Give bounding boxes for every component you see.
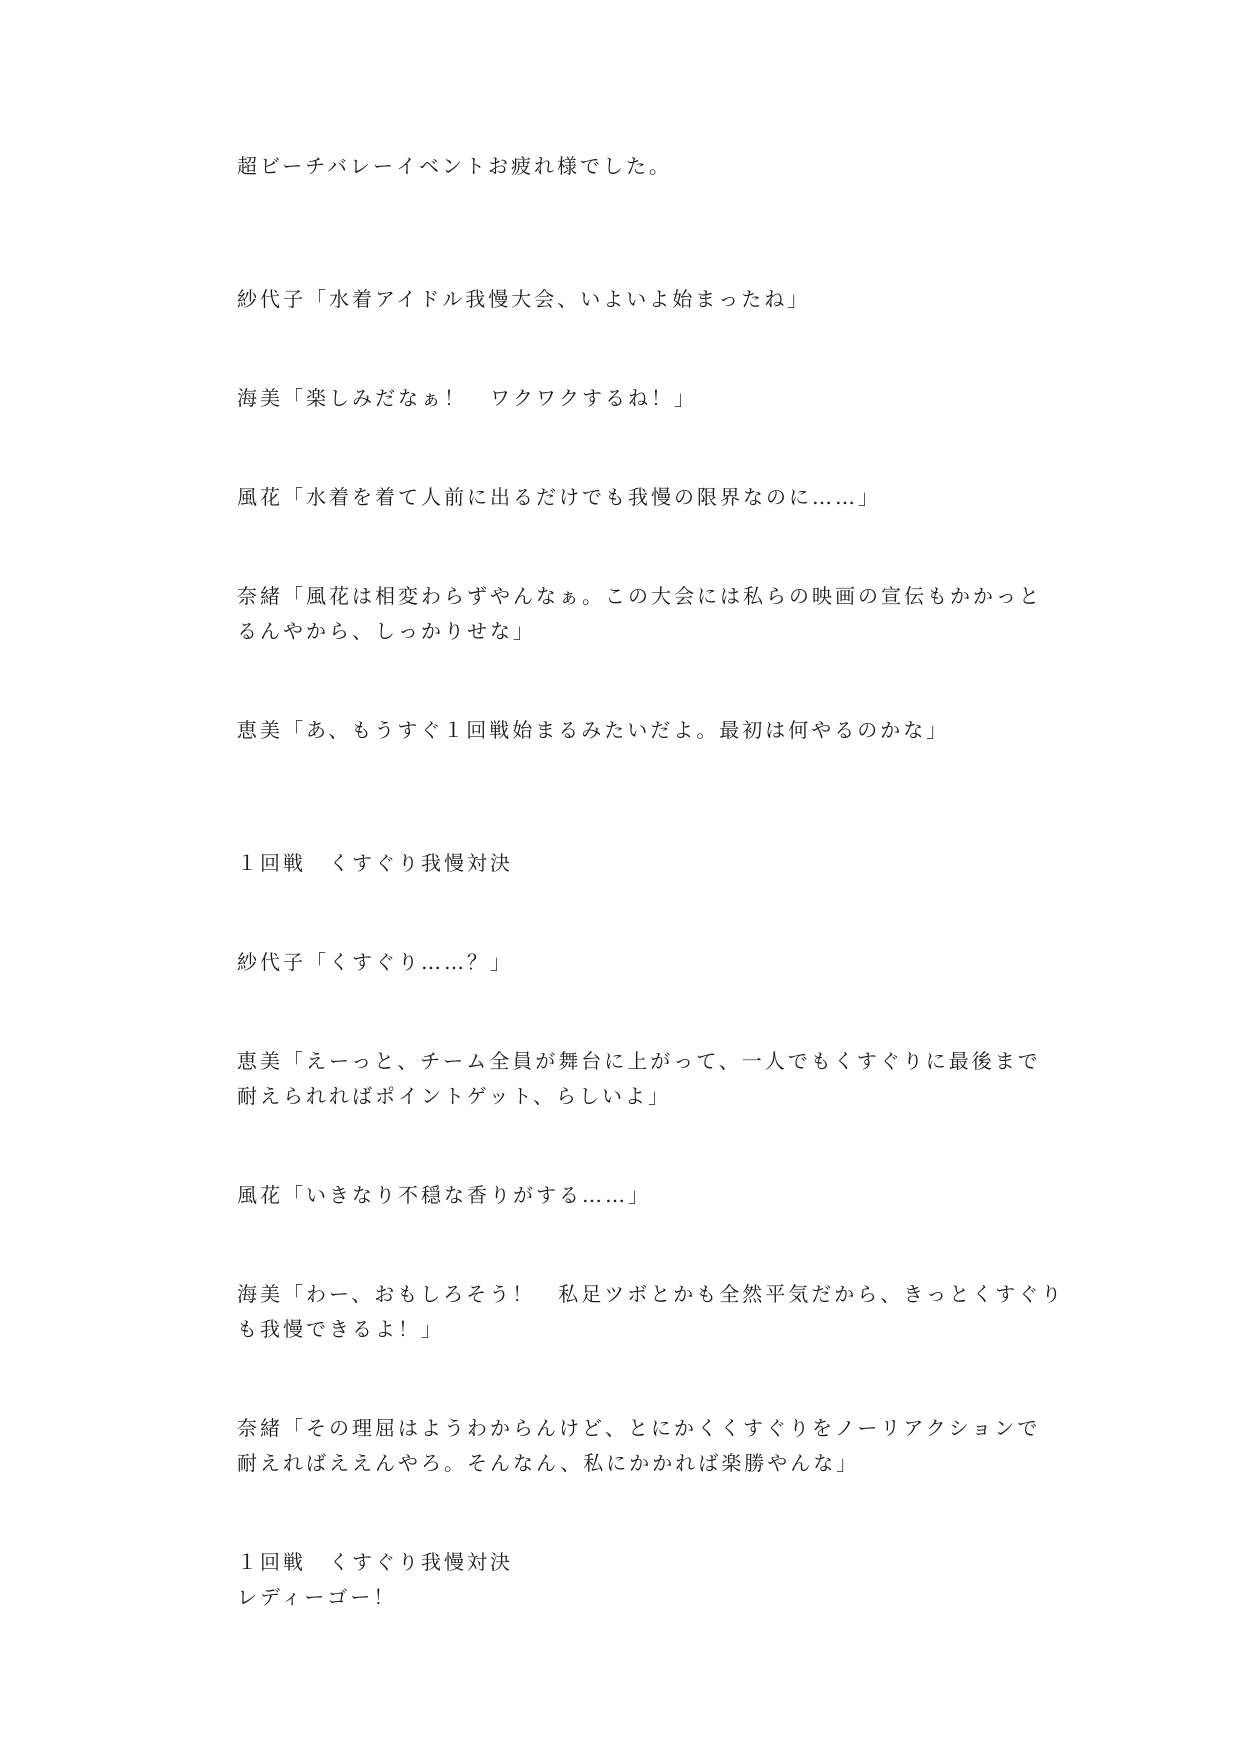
text-line: 風花「水着を着て人前に出るだけでも我慢の限界なのに……」 <box>237 485 881 509</box>
section-heading: １回戦 くすぐり我慢対決 <box>237 851 513 875</box>
text-line: 耐えればええんやろ。そんなん、私にかかれば楽勝やんな」 <box>237 1451 860 1475</box>
text-line: るんやから、しっかりせな」 <box>237 619 536 643</box>
text-line: 超ビーチバレーイベントお疲れ様でした。 <box>237 154 672 178</box>
text-line: 恵美「あ、もうすぐ１回戦始まるみたいだよ。最初は何やるのかな」 <box>237 718 950 742</box>
text-line: も我慢できるよ！」 <box>237 1317 444 1341</box>
text-line: 奈緒「その理屈はようわからんけど、とにかくくすぐりをノーリアクションで <box>237 1416 1041 1440</box>
text-line: 紗代子「くすぐり……？」 <box>237 950 513 974</box>
text-line: 海美「わー、おもしろそう！ 私足ツボとかも全然平気だから、きっとくすぐり <box>237 1282 1065 1306</box>
text-line: 紗代子「水着アイドル我慢大会、いよいよ始まったね」 <box>237 287 811 311</box>
section-heading: １回戦 くすぐり我慢対決 <box>237 1550 513 1574</box>
text-line: 耐えられればポイントゲット、らしいよ」 <box>237 1084 671 1108</box>
text-line: 海美「楽しみだなぁ！ ワクワクするね！」 <box>237 386 697 410</box>
text-line: レディーゴー！ <box>237 1585 397 1609</box>
text-line: 風花「いきなり不穏な香りがする……」 <box>237 1183 651 1207</box>
text-line: 奈緒「風花は相変わらずやんなぁ。この大会には私らの映画の宣伝もかかっと <box>237 584 1042 608</box>
text-line: 恵美「えーっと、チーム全員が舞台に上がって、一人でもくすぐりに最後まで <box>237 1049 1041 1073</box>
